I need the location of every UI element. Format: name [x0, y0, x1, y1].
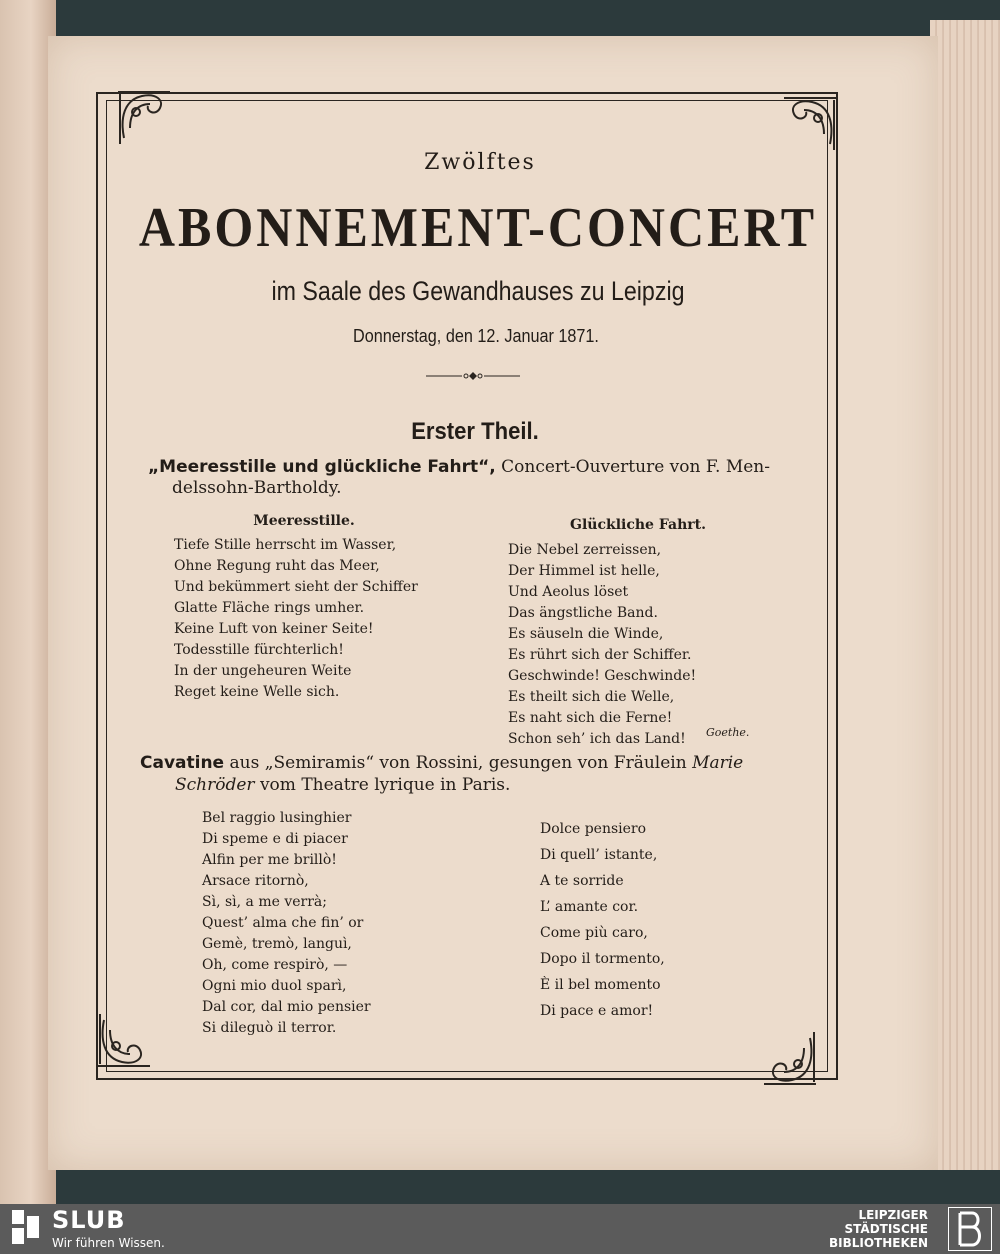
lyric-line: Alfin per me brillò!: [202, 852, 337, 868]
concert-date: Donnerstag, den 12. Januar 1871.: [353, 326, 599, 346]
poem-line: Es säuseln die Winde,: [508, 626, 664, 642]
corner-ornament-bottom-left: [96, 1012, 154, 1070]
lyric-line: Di quell’ istante,: [540, 847, 658, 863]
poem-line: Die Nebel zerreissen,: [508, 542, 662, 558]
slub-tagline: Wir führen Wissen.: [52, 1236, 165, 1250]
cavatine-description: aus „Semiramis“ von Rossini, gesungen von Fräulein: [224, 753, 693, 773]
poem-line: Tiefe Stille herrscht im Wasser,: [174, 537, 397, 553]
poem-line: Ohne Regung ruht das Meer,: [174, 558, 380, 574]
lyric-line: Gemè, tremò, languì,: [202, 936, 352, 952]
poem-line: Es rührt sich der Schiffer.: [508, 647, 692, 663]
overture-line: [148, 457, 770, 477]
lyric-line: Arsace ritornò,: [202, 873, 309, 889]
aria-lyrics-right: [540, 816, 665, 1024]
right-page-stack: [930, 20, 1000, 1170]
poem-line: Das ängstliche Band.: [508, 605, 658, 621]
lyric-line: Come più caro,: [540, 925, 648, 941]
poem-glueckliche-fahrt: [508, 540, 696, 750]
lyric-line: Di speme e di piacer: [202, 831, 348, 847]
concert-ordinal: Zwölftes: [424, 150, 536, 175]
lyric-line: Dolce pensiero: [540, 821, 647, 837]
corner-ornament-bottom-right: [760, 1030, 818, 1088]
singer-last-name: Schröder: [175, 775, 255, 795]
poem-heading-meeresstille: Meeresstille.: [253, 513, 355, 529]
partner-library-name[interactable]: [829, 1208, 928, 1250]
poem-author: Goethe.: [706, 726, 750, 739]
poem-line: Es naht sich die Ferne!: [508, 710, 673, 726]
footer-bar: [0, 1204, 1000, 1254]
corner-ornament-top-left: [116, 88, 174, 146]
poem-line: Geschwinde! Geschwinde!: [508, 668, 697, 684]
lyric-line: Si dileguò il terror.: [202, 1020, 337, 1036]
singer-first-name: Marie: [692, 753, 744, 773]
overture-description: Concert-Ouverture von F. Men-: [495, 457, 770, 477]
lyric-line: L’ amante cor.: [540, 899, 639, 915]
lyric-line: Dal cor, dal mio pensier: [202, 999, 371, 1015]
poem-line: In der ungeheuren Weite: [174, 663, 352, 679]
lyric-line: Di pace e amor!: [540, 1003, 654, 1019]
poem-line: Glatte Fläche rings umher.: [174, 600, 365, 616]
poem-line: Keine Luft von keiner Seite!: [174, 621, 374, 637]
page-title: ABONNEMENT-CONCERT: [138, 195, 818, 259]
lyric-line: È il bel momento: [540, 977, 661, 993]
poem-heading-glueckliche-fahrt: Glückliche Fahrt.: [570, 517, 706, 533]
overture-description-continued: delssohn-Bartholdy.: [172, 478, 342, 498]
poem-line: Schon seh’ ich das Land!: [508, 731, 686, 747]
partner-line: LEIPZIGER: [858, 1208, 928, 1222]
partner-line: BIBLIOTHEKEN: [828, 1236, 928, 1250]
part-heading: Erster Theil.: [411, 418, 539, 445]
cavatine-line: [140, 753, 743, 773]
lyric-line: Sì, sì, a me verrà;: [202, 894, 327, 910]
lyric-line: Bel raggio lusinghier: [202, 810, 352, 826]
poem-meeresstille: [174, 535, 418, 703]
cavatine-line-continued: [175, 775, 510, 795]
corner-ornament-top-right: [780, 94, 838, 152]
overture-title: „Meeresstille und glückliche Fahrt“,: [148, 457, 496, 477]
poem-line: Reget keine Welle sich.: [174, 684, 340, 700]
poem-line: Es theilt sich die Welle,: [508, 689, 675, 705]
poem-line: Der Himmel ist helle,: [508, 563, 660, 579]
cavatine-title: Cavatine: [140, 753, 225, 773]
lyric-line: A te sorride: [540, 873, 624, 889]
poem-line: Und Aeolus löset: [508, 584, 629, 600]
lyric-line: Ogni mio duol sparì,: [202, 978, 347, 994]
lyric-line: Dopo il tormento,: [540, 951, 665, 967]
aria-lyrics-left: [202, 808, 371, 1039]
poem-line: Und bekümmert sieht der Schiffer: [174, 579, 418, 595]
partner-line: STÄDTISCHE: [844, 1222, 928, 1236]
ornamental-divider: [426, 370, 520, 382]
slub-brand[interactable]: SLUB: [52, 1206, 126, 1234]
cavatine-description-continued: vom Theatre lyrique in Paris.: [254, 775, 511, 795]
slub-logo-icon[interactable]: [12, 1210, 40, 1244]
poem-line: Todesstille fürchterlich!: [174, 642, 344, 658]
lyric-line: Oh, come respirò, —: [202, 957, 348, 973]
venue-line: im Saale des Gewandhauses zu Leipzig: [271, 276, 685, 306]
partner-logo-icon[interactable]: [948, 1207, 992, 1251]
lyric-line: Quest’ alma che fin’ or: [202, 915, 364, 931]
